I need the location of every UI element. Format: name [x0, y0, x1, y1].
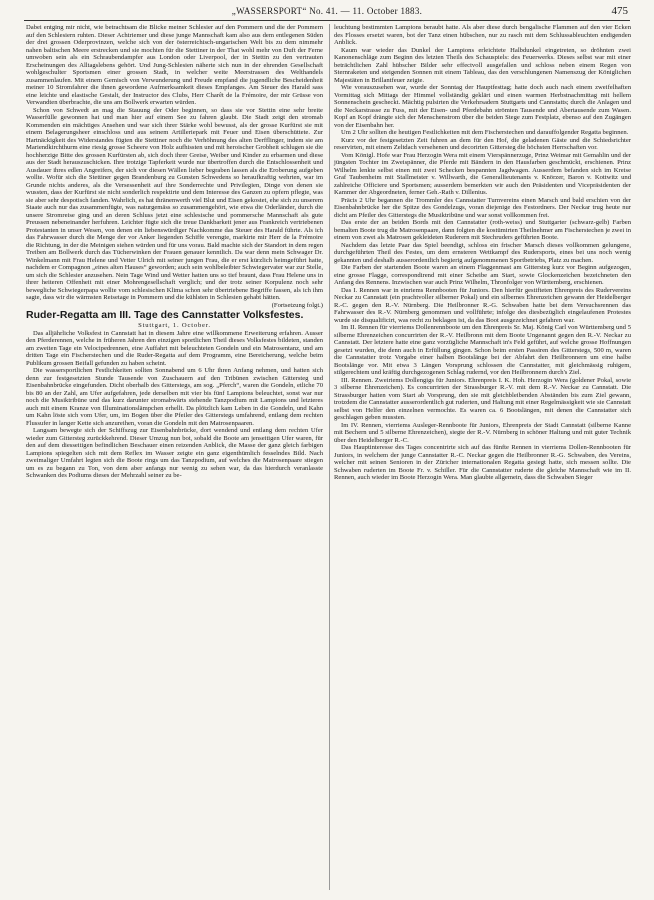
publication-header: „WASSERSPORT“ No. 41. — 11. October 1883.: [231, 6, 423, 16]
paragraph: leuchtung bestimmten Lampions beraubt hatte. Als aber diese durch bengalische Flammen auf den vier Ecken des Flosses ersetzt waren, bot der Tanz einen hübschen, nur zu rasch mit dem Schlussableuchten endigenden Anblick.: [334, 24, 631, 46]
continuation-note: (Fortsetzung folgt.): [271, 301, 323, 309]
paragraph: Vom Königl. Hofe war Frau Herzogin Wera mit einem Vierspännerzuge, Prinz Weimar mit Gemahlin und der jüngsten Tochter im Zweispänner, die Pferde mit Bändern in den Hausfarben geschmückt, erschienen. Prinz Wilhelm lenkte selbst einen mit zwei Schecken bespannten Jagdwagen. Ausserdem befanden sich im Kreise Graf Taubenheim mit Stallmeister v. Willwarth, die Generallieutenants v. Knörzer, Baron v. Kottwitz und zahlreiche Officiere und Sportsmen; ausserdem bemerkten wir auch den Präsidenten und Vicepräsidenten der Kammer der Abgeordneten, ferner Geh.-Rath v. Dillenius.: [334, 151, 631, 196]
paragraph: Das Hauptinteresse des Tages concentrirte sich auf das fünfte Rennen in vierriems Dollen-Rennbooten für Juniors, in welchem der junge Cannstatter R.-C. Neckar gegen die Heilbronner R.-G. Schwaben, des Vereins, welcher mit seinen Senioren in der Züricher internationalen Regatta gesiegt hatte, sich messen sollte. Die Schwaben ruderten im Boote Fr. v. Schiller. Für die Cannstatter ruderte die gleiche Mannschaft wie im II. Rennen, auch wieder im Boote Herzogin Wera. Man glaubte allgemein, dass die Schwaben Sieger: [334, 444, 631, 481]
running-header: [24, 6, 630, 20]
header-rule: [24, 20, 630, 21]
column-divider: [329, 24, 330, 890]
paragraph: Kaum war wieder das Dunkel der Lampions erleichtete Halbdunkel eingetreten, so dröhnten zwei Kanonenschläge zum Beginn des letzten Theils des Schauspiels: des Feuerwerks. Dieses selbst war mit einer beträchtlichen Zahl hübscher Bilder sehr effectvoll ausgefallen und schloss neben einem Regen von Sternraketen und steigenden Sonnen mit einem Tableau, das den verschlungenen Namenszug der Königlichen Majestäten in Brillantfeuer zeigte.: [334, 46, 631, 84]
paragraph: Die wassersportlichen Festlichkeiten sollten Sonnabend um 6 Uhr ihren Anfang nehmen, und hatten sich denn zur festgesetzten Stunde Tausende von Zuschauern auf den Tribünen zwischen Gittersteg und Eisenbahnbrücke eingefunden. Dicht oberhalb des Gitterstegs, am sog. „Pferch“, waren die Gondeln, etliche 70 bis 80 an der Zahl, am Ufer aufgefahren, jede derselben mit vier bis fünf Lampions beleuchtet, sonst war nur noch die Musiktribüne und das kurz darunter stromabwärts stehende Tanzpodium mit Lampions und letzteres auch mit einem Kranze von Illuminationslämpchen erhellt. Da plötzlich kam Leben in die Gondeln, und Kahn um Kahn löste sich vom Ufer, um, im Bogen über die Pfeiler des Gitterstegs umfahrend, entlang dem rechten Flussufer in langer Kette sich anzureihen, voran die Gondeln mit den Matrosenpaaren.: [26, 367, 323, 427]
paragraph: Präcis 2 Uhr begannen die Trommler des Cannstatter Turnvereins einen Marsch und bald erschien von der Eisenbahnbrücke her die Spitze des Gondelzugs, voran diejenige des Festordners. Der Neckar trug heute nur dicht am Pfeiler des Gitterstegs die Musiktribüne und war sonst vollkommen frei.: [334, 196, 631, 219]
paragraph: Kurz vor der festgesetzten Zeit fuhren an dem für den Hof, die geladenen Gäste und die Schiedsrichter reservirten, mit einem Zeltdach versehenen und decorirten Gittersteg die höchsten Herrschaften vor.: [334, 136, 631, 151]
paragraph: Das erste der an beiden Bords mit den Cannstatter (roth-weiss) und Stuttgarter (schwarz-gelb) Farben bemalten Boote trug die Matrosenpaare, dann folgten die kostümirten Theilnehmer am Fischerstechen je zwei in einem von zwei als Matrosen gekleideten Ruderern mit Stechruders geführten Boote.: [334, 219, 631, 241]
paragraph: Nachdem das letzte Paar das Spiel beendigt, schloss ein frischer Marsch dieses vollkommen gelungene, durchgeführten Theil des Festes, um dem ernsteren Wettkampf des Rudersports, eines bei uns noch wenig gekannten und deshalb ausserordentlich begierig aufgenommenen Sportbetriebs, Platz zu machen.: [334, 241, 631, 264]
paragraph: III. Rennen. Zweiriems Dollengigs für Juniors. Ehrenpreis I. K. Hoh. Herzogin Wera (goldener Pokal, sowie 3 silberne Ehrenzeichen). Es concurrirten der Strassburger R.-V. mit dem R.-V. Neckar zu Cannstatt. Die Strassburger hatten vom Start ab Vorsprung, den sie mit gleichbleibenden Abständen bis zum Ziel gewann, trotzdem die Cannstatter ausserordentlich gut ruderten, und Haltung mit einer Regelmässigkeit wie sie Cannstatt selbst von Helfer den einzelnen vermochte. Es waren ca. 6 Bootslängen, mit denen die Cannstatter sich geschlagen geben mussten.: [334, 376, 631, 421]
page-number: 475: [611, 5, 628, 17]
right-column: [334, 24, 631, 482]
left-column: [26, 24, 323, 480]
paragraph: Schon von Schwedt an mag die Stauung der Oder beginnen, so dass sie vor Stettin eine sehr breite Wasserfülle gewonnen hat und man hier auf einem See zu fahren glaubt. Die Stadt zeigt den stromab Kommenden ein mächtiges Ansehen und war sich ihrer Stärke wohl bewusst, als der grosse Kurfürst sie mit einem Belagerungsheer einschloss und aus seinem Artilleriepark mit Feuer und Eisen überschüttete. Zur Hartnäckigkeit des Widerstandes fügten die Stettiner noch die Verhöhnung des alten Derfflinger, indem sie am Mariendkirchthurm eine riesig grosse Scheere von Holz aufhissten und mit heroischer Grobheit schlugen sie die hochherzige Bitte des grossen Kurfürsten ab, sich doch ihrer Greise, Weiber und Kinder zu erbarmen und diese aus der Stadt herauszuschicken. Ihre trotzige Tapferkeit wurde nur übertroffen durch die Entschlossenheit und Ausdauer ihres edlen Angreifers, der sich vor diesen Wällen lieber begraben lassen als die Eroberung aufgeben wollte. Wofür sich die Stettiner gegen Brandenburg zu Gunsten Schwedens so heraufkraftig wehrten, war im Grunde nichts anderes, als die Versessenheit auf ihre Sonderrechte und Privilegien, Dinge von denen sie wussten, dass der Kurfürst sie nicht sonderlich respektirte und dem Interesse des Ganzen zu opfern pflegte, was sie aber sehr despotisch fanden. Wahrlich, es hat thränenwerth viel Blut und Eisen gekostet, ehe sich zu unserem Staate auch nur das zusammenfügte, was naturgemäss so zusammengehört, wie etwa die Oderländer, durch die unsere Stromreise ging und an deren Schluss jetzt eine schlesische und pommersche Mannschaft als gute Preussen nebeneinander herfuhren. Leichter fügte sich die treue Dankbarkeit jener aus Frankreich vertriebenen Protestanten in unser Wesen, von denen ein liebenswürdiger Nachkomme das Steuer des Harald führte. Als ich das Fahrwasser durch die Menge der vor Anker liegenden Schiffe verengte, markirte mir Herr de la Frémoire die Richtung, in der die Meinigen stehen würden und für uns vorau. Bald machte sich der Standort in dem regen Treiben am Bollwerk durch das Tücherwinken der Frauen genauer kenntlich. Da war denn mein Schwager Dr. Winkelmann mit Frau Helene und Vetter Ulrich mit seiner jungen Frau, die er erst kürzlich heimgeführt hatte, nachdem er Compagnon „eines alten Hauses“ geworden; auch sein wohlbeleibter Schwiegervater war zur Stelle, um sich die Schlesier anzusehen. Nein Tage Wind und Wetter hatten uns so tief braunt, dass Frau Helene uns in ihrer heiteren Offenheit mit einer Mohrengesellschaft verglich; und der trotz seiner Korpulenz noch sehr bewegliche Schwiegerpapa wollte vom schlesischen Klima schon sehr übertriebene Begriffe fassen, als ich ihm sagte, dass wir die wärmsten Reisetage in Pommern und die kühlsten in Schlesien gehabt hätten.: [26, 106, 323, 301]
paragraph: Im IV. Rennen, vierriems Ausleger-Rennboote für Juniors, Ehrenpreis der Stadt Cannstatt (silberne Kanne mit Bechern und 5 silberne Ehrenzeichen), siegte der R.-V. Nürnberg in schöner Haltung und mit guter Technik über den Heidelberger R.-C.: [334, 421, 631, 444]
paragraph: Um 2 Uhr sollten die heutigen Festlichkeiten mit dem Fischerstechen und darauffolgender Regatta beginnen.: [341, 129, 629, 136]
paragraph: Im II. Rennen für vierriems Dollenrennboote um den Ehrenpreis Sr. Maj. König Carl von Württemberg und 5 silberne Ehrenzeichen concurrirten der R.-V. Heilbronn mit dem Boote Ungenannt gegen den R.-V. Neckar zu Cannstatt. Der letztere hatte eine ganz vorzügliche Mannschaft in's Feld geführt, auf welche grosse Hoffnungen gesetzt wurden, die denn auch in Erfüllung gingen. Schon beim ersten Passiren des Gitterstegs, 500 m, waren die Cannstatter trotz Vorgabe einer halben Bootslänge bei der Abfahrt den Heilbronnern um eine halbe Bootslänge vor. Mit etwa 3 Längen Vorsprung schlossen die Cannstatter, mit gleichmässig ruhigem, stilgerechtem und kräftig durchgezogenen Schlag rudernd, vor den Heilbronnern durch's Ziel.: [334, 324, 631, 376]
paragraph: Die Farben der startenden Boote waren an einem Flaggenmast am Gittersteg kurz vor Beginn aufgezogen, eine grosse Flagge, correspondirend mit einer Scheibe am Start, sowie Glockenzeichen bezeichneten den Anfang des Rennens. Inzwischen war auch Prinz Wilhelm, Thronfolger von Württemberg, erschienen.: [334, 264, 631, 286]
paragraph: Das I. Rennen war in einriems Rennbooten für Juniors. Den hierfür gestifteten Ehrenpreis des Rudervereins Neckar zu Cannstatt (ein prachtvoller silberner Pokal) und ein silbernes Ehrenzeichen gewann der Heidelberger R.-C. gegen den R.-V. Nürnberg. Die Heilbronner R.-G. Schwaben hatte bei dem Versuchsrennen das Fahrwasser des R.-V. Nürnberg genommen und vollführte; infolge des diesbezüglich eingelaufenen Protestes wurde sie disqualificirt, was recht zu beklagen ist, da das Boot ausgezeichnet gefahren war.: [334, 286, 631, 324]
paragraph: Dabei entging mir nicht, wie betrachtsam die Blicke meiner Schlesier auf den Pommern und die der Pommern auf den Schlesiern ruhten. Dieser Achtriemer und diese junge Mannschaft kam also aus dem entlegenen Süden der drei grossen Oderprovinzen, welche sich von der österreichisch-ungarischen Welt bis zu dem nimmehr nahen baltischen Meere erstrecken und sie mochten für die Stettiner in der That wohl mehr von Duft der Ferne umwoben sein als ein Schraubendampfer aus London oder Liverpool, der in Stettin zu den vertrauten Erscheinungen des Alltagslebens gehört. Und Jung-Schlesien näherte sich nun in der ehrenden Gesellschaft wohlgeschulter Sportsmen einer grossen Stadt, in welcher weite Meerstrassen des Welthandels zusammenlaufen. Mit einem Gemisch von Verwunderung und Freude empfand die jugendliche Bescheidenheit meiner 10 Stromfahrer die ihnen gewordene Aufmerksamkeit dieses Empfanges. Am Steuer des Harald sass eine leichte und elastische Gestalt, der Instructor des Clubs, Herr Charêt de la Frémoire, der mir Grüsse von Verwandten überbrachte, die uns am Bollwerk erwarten würden.: [26, 24, 323, 106]
paragraph: Wie vorauszusehen war, wurde der Sonntag der Hauptfesttag; hatte doch auch nach einem zweifelhaften Vormittag sich Mittags der Himmel vollständig geklärt und einen warmen Herbstnachmittag mit hellem Sonnenschein gescheckt. Mächtig pulsirten die Verkehrsadern Stuttgarts und Cannstatts; durch die Anlagen und die Neckarstrasse zu Fuss, mit der Eisen- und Pferdebahn strömten Tausende und Abertausende zum Wasen. Kopf an Kopf drängte sich der Menschenstrom über die beiden Stege zum Festplatz, ebenso auf den Zugängen von der Eisenbahn her.: [334, 84, 631, 129]
paragraph: Das alljährliche Volksfest in Cannstatt hat in diesem Jahre eine willkommene Erweiterung erfahren. Ausser den Pferderennen, welche in früheren Jahren den einzigen sportlichen Theil dieses Volksfestes bildeten, standen am zweiten Tage ein Velocipedrennen, eine Auffahrt mit beleuchteten Gondeln und ein Matrosentanz, und am dritten Tage ein Fischerstechen und die Ruder-Regatta auf dem Programm, eine Bereicherung, welche beim Publikum grossen Beifall gefunden zu haben scheint.: [26, 329, 323, 367]
article-dateline: Stuttgart, 1. October.: [138, 322, 211, 329]
paragraph: Langsam bewegte sich der Schiffszug zur Eisenbahnbrücke, dort wendend und entlang dem rechten Ufer wieder zum Gittersteg zurückkehrend. Dieser Umzug nun bot, sobald die Boote am jenseitigen Ufer waren, für den auf dem diesseitigen befindlichen Beschauer einen reizenden Anblick, die Masse der ganz gleich farbigen Lampions spiegelten sich mit dem Reflex im Wasser zeigte ein ganz eigenthümlich fesselndes Bild. Nach zweimaliger Umfahrt legten sich die Boote rings um das Tanzpodium, auf welches die Matrosenpaare stiegen um es zu begann zu Ton, von dem aber anfangs nur wenig zu sehen war, da das hierdurch veranlasste Schwanken des Podiums dieses der Mehrzahl seiner zu be-: [26, 427, 323, 479]
article-title: Ruder-Regatta am III. Tage des Cannstatter Volksfestes.: [26, 309, 304, 321]
